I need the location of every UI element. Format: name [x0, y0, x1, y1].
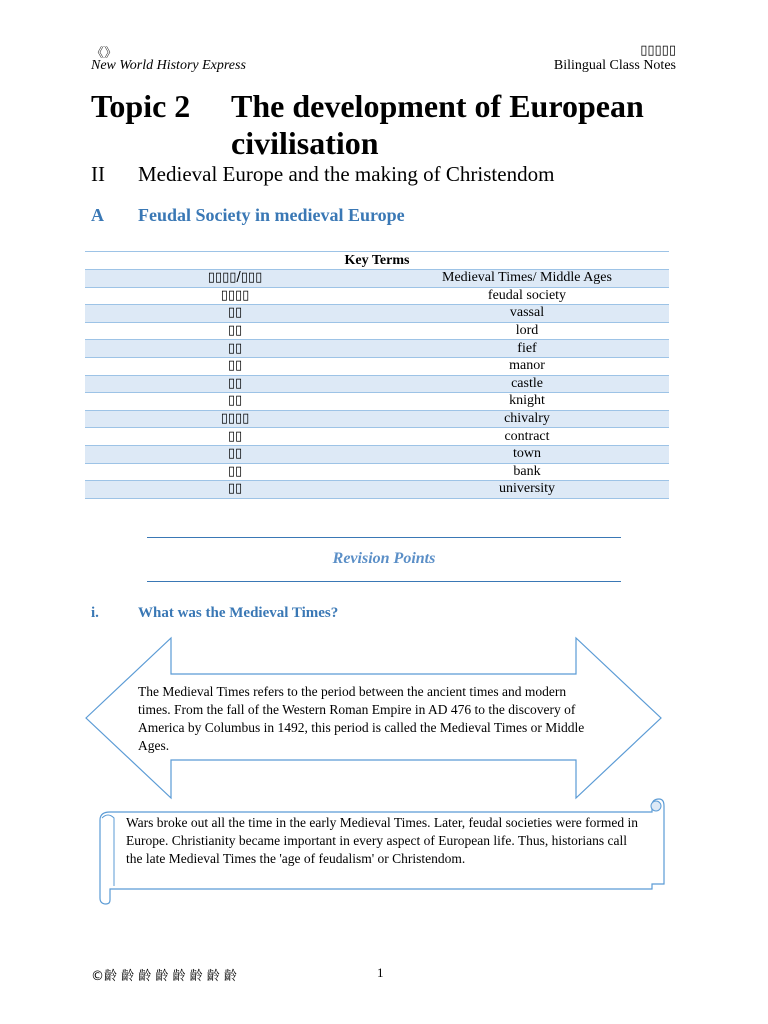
revision-points-label: Revision Points — [332, 550, 436, 567]
key-terms-table — [85, 251, 669, 499]
header-notes-code: ▯▯▯▯▯ — [640, 42, 676, 57]
key-term-english: fief — [385, 340, 669, 358]
revision-rule-bottom — [147, 581, 621, 582]
key-term-chinese: ▯▯ — [85, 393, 385, 411]
key-term-row — [85, 322, 669, 340]
topic-title: The development of European civilisation — [231, 88, 644, 161]
header-book-title: New World History Express — [91, 58, 246, 73]
header-notes-title: Bilingual Class Notes — [553, 58, 676, 73]
key-term-chinese: ▯▯ — [85, 375, 385, 393]
key-term-english: contract — [385, 428, 669, 446]
key-term-english: university — [385, 481, 669, 499]
subsection-title: Feudal Society in medieval Europe — [138, 205, 405, 225]
key-term-english: manor — [385, 357, 669, 375]
key-term-english: lord — [385, 322, 669, 340]
question-number: i. — [91, 605, 99, 621]
key-term-chinese: ▯▯ — [85, 340, 385, 358]
key-term-row — [85, 481, 669, 499]
key-term-english: vassal — [385, 305, 669, 323]
key-term-chinese: ▯▯▯▯ — [85, 287, 385, 305]
question-title: What was the Medieval Times? — [138, 605, 339, 621]
key-term-english: castle — [385, 375, 669, 393]
key-term-row — [85, 270, 669, 288]
key-term-english: feudal society — [385, 287, 669, 305]
key-term-english: chivalry — [385, 410, 669, 428]
scroll-box-text: Wars broke out all the time in the early Medieval Times. Later, feudal societies were formed in Europe. Christianity became important in every aspect of European life. Thus, historians call the late Medieval Times the 'age of feudalism' or Christendom. — [126, 815, 638, 866]
key-term-english: Medieval Times/ Middle Ages — [385, 270, 669, 288]
footer-publisher: ©齡 齡 齡 齡 齡 齡 齡 齡 — [91, 969, 237, 984]
key-term-row — [85, 445, 669, 463]
key-term-chinese: ▯▯ — [85, 357, 385, 375]
key-term-chinese: ▯▯▯▯ — [85, 410, 385, 428]
key-term-row — [85, 428, 669, 446]
key-term-row — [85, 287, 669, 305]
key-term-row — [85, 410, 669, 428]
key-term-english: knight — [385, 393, 669, 411]
key-term-row — [85, 340, 669, 358]
header-book-code: 《》 — [91, 45, 118, 60]
key-term-english: town — [385, 445, 669, 463]
arrow-box-text: The Medieval Times refers to the period between the ancient times and modern times. From the fall of the Western Roman Empire in AD 476 to the discovery of America by Columbus in 1492, this period is called the Medieval Times or Middle Ages. — [138, 684, 585, 753]
key-term-row — [85, 393, 669, 411]
key-term-chinese: ▯▯▯▯/▯▯▯ — [85, 270, 385, 288]
section-title: Medieval Europe and the making of Christendom — [138, 162, 555, 186]
key-term-english: bank — [385, 463, 669, 481]
key-term-chinese: ▯▯ — [85, 322, 385, 340]
key-term-row — [85, 305, 669, 323]
page-number: 1 — [377, 965, 384, 980]
key-terms-heading: Key Terms — [85, 252, 669, 270]
key-term-chinese: ▯▯ — [85, 445, 385, 463]
key-term-row — [85, 375, 669, 393]
subsection-letter: A — [91, 205, 104, 225]
section-number: II — [91, 162, 105, 186]
key-term-chinese: ▯▯ — [85, 481, 385, 499]
key-terms-body — [85, 270, 669, 499]
topic-number: Topic 2 — [91, 88, 191, 124]
revision-rule-top — [147, 537, 621, 538]
key-term-chinese: ▯▯ — [85, 428, 385, 446]
key-term-chinese: ▯▯ — [85, 305, 385, 323]
key-term-row — [85, 357, 669, 375]
key-term-row — [85, 463, 669, 481]
key-term-chinese: ▯▯ — [85, 463, 385, 481]
